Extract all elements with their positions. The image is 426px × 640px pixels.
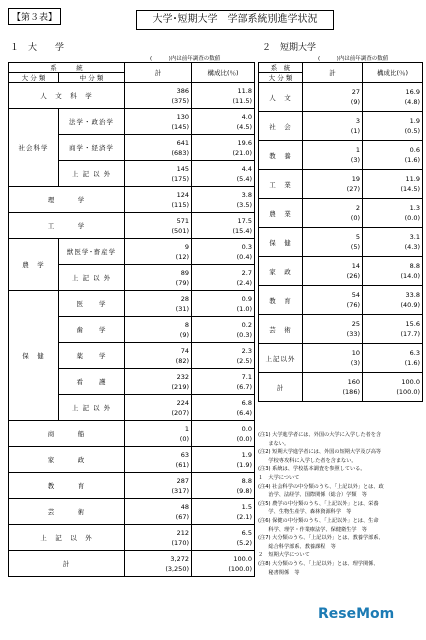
count-cell-previous: (3,250): [165, 564, 189, 573]
ratio-cell-current: 3.8: [241, 190, 252, 199]
ratio-cell-current: 100.0: [233, 554, 252, 563]
table-row: [9, 213, 255, 239]
ratio-cell-current: 1.9: [241, 450, 252, 459]
count-cell-current: 145: [176, 164, 189, 173]
ratio-cell-current: 16.9: [405, 88, 420, 96]
count-cell-previous: (33): [346, 330, 360, 338]
footnote-line: 学校専攻科に入学した者を含まない。: [258, 457, 357, 464]
ratio-cell: [192, 239, 255, 265]
count-cell-previous: (82): [175, 356, 189, 365]
page-title: 大学･短期大学 学部系統別進学状況: [136, 10, 334, 30]
count-cell: [303, 83, 363, 112]
minor-category: 医 学: [59, 291, 125, 317]
count-cell: [303, 344, 363, 373]
ratio-cell-current: 0.9: [241, 294, 252, 303]
ratio-cell: [192, 551, 255, 577]
minor-category: 上 記 以 外: [59, 395, 125, 421]
table-row: [259, 344, 423, 373]
ratio-cell-previous: (0.0): [404, 214, 420, 222]
count-cell-current: 54: [351, 291, 360, 299]
footnote-line: ２ 短期大学について: [258, 552, 310, 559]
count-cell-previous: (219): [171, 382, 189, 391]
table-row: [259, 228, 423, 257]
minor-category: 薬 学: [59, 343, 125, 369]
ratio-cell-previous: (0.0): [236, 434, 252, 443]
count-cell-current: 48: [180, 502, 189, 511]
count-cell-current: 89: [180, 268, 189, 277]
count-cell-previous: (9): [179, 330, 189, 339]
ratio-cell-current: 8.8: [241, 476, 252, 485]
count-cell-previous: (207): [171, 408, 189, 417]
ratio-cell-current: 0.0: [241, 424, 252, 433]
count-cell-current: 224: [176, 398, 189, 407]
ratio-cell-current: 100.0: [401, 378, 420, 386]
ratio-cell-previous: (3.5): [236, 200, 252, 209]
count-cell: [125, 369, 192, 395]
count-cell-current: 571: [176, 216, 189, 225]
count-cell-current: 25: [351, 320, 360, 328]
count-cell-current: 124: [176, 190, 189, 199]
count-cell-previous: (175): [171, 174, 189, 183]
ratio-cell-previous: (14.5): [400, 185, 420, 193]
count-cell-current: 8: [184, 320, 189, 329]
ratio-cell-current: 1.3: [409, 204, 420, 212]
ratio-cell-previous: (5.2): [236, 538, 252, 547]
ratio-cell-current: 7.1: [241, 372, 252, 381]
count-cell: [125, 343, 192, 369]
count-cell-current: 19: [351, 175, 360, 183]
count-cell-current: 3,272: [170, 554, 189, 563]
footnote-line: (注6) 保健の中分類のうち、「上記以外」とは、生命: [258, 517, 379, 524]
table-row: [9, 187, 255, 213]
count-cell-previous: (501): [171, 226, 189, 235]
ratio-cell: [363, 141, 423, 170]
ratio-cell-previous: (40.9): [400, 301, 420, 309]
table-row: [9, 473, 255, 499]
count-cell-current: 212: [176, 528, 189, 537]
ratio-cell-previous: (4.8): [404, 98, 420, 106]
major-category: 教 育: [259, 286, 303, 315]
table-row: [9, 421, 255, 447]
major-category: 芸 術: [259, 315, 303, 344]
univ-header-field: 系 統: [9, 63, 125, 73]
ratio-cell: [363, 112, 423, 141]
ratio-cell-previous: (100.0): [228, 564, 252, 573]
count-cell-current: 287: [176, 476, 189, 485]
major-category: 工 業: [259, 170, 303, 199]
total-label: 計: [259, 373, 303, 402]
count-cell-previous: (186): [342, 388, 360, 396]
footnote-line: (注5) 農学の中分類のうち、「上記以外」とは、栄養: [258, 500, 379, 507]
count-cell: [125, 317, 192, 343]
major-category: 人 文: [259, 83, 303, 112]
ratio-cell-current: 2.3: [241, 346, 252, 355]
ratio-cell: [192, 473, 255, 499]
table-row: [259, 315, 423, 344]
ratio-cell-current: 6.8: [241, 398, 252, 407]
univ-heading: １ 大 学: [10, 43, 65, 53]
ratio-cell-previous: (9.8): [236, 486, 252, 495]
count-cell: [125, 421, 192, 447]
ratio-cell-previous: (1.0): [236, 304, 252, 313]
junior-header-field: 系 統: [259, 63, 303, 73]
minor-category: 商学・経済学: [59, 135, 125, 161]
count-cell-current: 3: [355, 117, 360, 125]
minor-category: 上 記 以 外: [59, 265, 125, 291]
major-category: 社 会: [259, 112, 303, 141]
major-category: 芸 術: [9, 499, 125, 525]
footnotes: [258, 431, 422, 577]
ratio-cell-current: 19.6: [237, 138, 252, 147]
ratio-cell: [363, 199, 423, 228]
ratio-cell-previous: (2.5): [236, 356, 252, 365]
ratio-cell-previous: (2.1): [236, 512, 252, 521]
minor-category: 看 護: [59, 369, 125, 395]
count-cell-previous: (76): [346, 301, 360, 309]
count-cell: [303, 141, 363, 170]
ratio-cell-current: 0.3: [241, 242, 252, 251]
count-cell-previous: (27): [346, 185, 360, 193]
count-cell-current: 5: [355, 233, 360, 241]
table-row: [259, 83, 423, 112]
table-row: [9, 525, 255, 551]
ratio-cell-current: 0.2: [241, 320, 252, 329]
junior-table: [258, 62, 423, 402]
major-category: 家 政: [259, 257, 303, 286]
ratio-cell: [192, 161, 255, 187]
ratio-cell: [192, 265, 255, 291]
ratio-cell-current: 1.9: [409, 117, 420, 125]
ratio-cell-previous: (11.5): [232, 96, 252, 105]
footnote-line: (注3) 系統は、学校基本調査を参照している。: [258, 466, 366, 473]
ratio-cell: [192, 447, 255, 473]
ratio-cell: [192, 421, 255, 447]
count-cell: [125, 135, 192, 161]
ratio-cell-previous: (6.4): [236, 408, 252, 417]
junior-header-major: 大 分 類: [259, 73, 303, 83]
count-cell-previous: (0): [350, 214, 360, 222]
count-cell: [125, 109, 192, 135]
ratio-cell-previous: (2.4): [236, 278, 252, 287]
ratio-cell: [192, 213, 255, 239]
major-category: 社会科学: [9, 109, 59, 187]
total-label: 計: [9, 551, 125, 577]
junior-heading: ２ 短期大学: [262, 43, 317, 53]
ratio-cell: [192, 499, 255, 525]
count-cell-previous: (67): [175, 512, 189, 521]
count-cell: [125, 291, 192, 317]
footnote-line: (注4) 社会科学の中分類のうち、「上記以外」とは、政: [258, 483, 384, 490]
ratio-cell: [192, 317, 255, 343]
ratio-cell-previous: (14.0): [400, 272, 420, 280]
major-category: 教 育: [9, 473, 125, 499]
junior-header-ratio: 構成比(％): [363, 63, 423, 83]
major-category: 工 学: [9, 213, 125, 239]
count-cell-current: 63: [180, 450, 189, 459]
table-row: [259, 170, 423, 199]
count-cell-previous: (317): [171, 486, 189, 495]
ratio-cell-previous: (0.5): [404, 127, 420, 135]
ratio-cell-previous: (6.7): [236, 382, 252, 391]
count-cell-previous: (170): [171, 538, 189, 547]
count-cell-previous: (375): [171, 96, 189, 105]
count-cell-previous: (145): [171, 122, 189, 131]
footnote-line: まない。: [258, 440, 290, 447]
count-cell-previous: (79): [175, 278, 189, 287]
ratio-cell-previous: (1.9): [236, 460, 252, 469]
major-category: 保 健: [259, 228, 303, 257]
ratio-cell: [192, 395, 255, 421]
footnote-line: 総合科学部系、教養課程 等: [258, 543, 336, 550]
count-cell-previous: (3): [350, 359, 360, 367]
count-cell-previous: (31): [175, 304, 189, 313]
univ-header-total: 計: [125, 63, 192, 83]
major-category: 家 政: [9, 447, 125, 473]
ratio-cell: [363, 170, 423, 199]
minor-category: 獣医学･畜産学: [59, 239, 125, 265]
footnote-line: 学、生物生産学、森林資源科学 等: [258, 509, 352, 516]
count-cell-current: 641: [176, 138, 189, 147]
count-cell-current: 232: [176, 372, 189, 381]
table-row: [9, 499, 255, 525]
count-cell-current: 28: [180, 294, 189, 303]
ratio-cell-previous: (1.6): [404, 156, 420, 164]
count-cell-current: 14: [351, 262, 360, 270]
ratio-cell-current: 6.5: [241, 528, 252, 537]
table-number-tag: 【第３表】: [8, 8, 61, 25]
ratio-cell: [363, 344, 423, 373]
footnote-line: (注7) 大分類のうち、「上記以外」とは、教養学部系、: [258, 535, 384, 542]
count-cell-previous: (61): [175, 460, 189, 469]
table-row: [259, 199, 423, 228]
major-category: 保 健: [9, 291, 59, 421]
univ-note: ( )内は前年調査の数値: [150, 56, 221, 62]
count-cell: [125, 499, 192, 525]
ratio-cell: [192, 291, 255, 317]
major-category: 上記以外: [259, 344, 303, 373]
ratio-cell: [363, 257, 423, 286]
count-cell: [125, 265, 192, 291]
ratio-cell-previous: (4.5): [236, 122, 252, 131]
count-cell: [125, 525, 192, 551]
ratio-cell-current: 11.8: [237, 86, 252, 95]
footnote-line: １ 大学について: [258, 474, 300, 481]
ratio-cell-current: 11.9: [405, 175, 420, 183]
count-cell: [303, 199, 363, 228]
count-cell: [303, 257, 363, 286]
ratio-cell: [192, 369, 255, 395]
ratio-cell-current: 4.0: [241, 112, 252, 121]
ratio-cell: [192, 83, 255, 109]
table-row: [259, 141, 423, 170]
count-cell: [125, 239, 192, 265]
footnote-line: (注2) 短期大学進学者には、外国の短期大学及び高等: [258, 449, 382, 456]
ratio-cell-previous: (15.4): [232, 226, 252, 235]
count-cell-current: 10: [351, 349, 360, 357]
count-cell-current: 386: [176, 86, 189, 95]
count-cell: [125, 395, 192, 421]
count-cell-previous: (12): [175, 252, 189, 261]
ratio-cell-previous: (21.0): [232, 148, 252, 157]
footnote-line: (注8) 大分類のうち、「上記以外」とは、理学関係、: [258, 560, 379, 567]
minor-category: 歯 学: [59, 317, 125, 343]
table-row: [259, 257, 423, 286]
ratio-cell: [192, 343, 255, 369]
ratio-cell-current: 6.3: [409, 349, 420, 357]
count-cell-previous: (26): [346, 272, 360, 280]
ratio-cell-previous: (5.4): [236, 174, 252, 183]
table-row: [9, 83, 255, 109]
table-row: [9, 109, 255, 135]
count-cell: [125, 447, 192, 473]
count-cell-previous: (115): [171, 200, 189, 209]
univ-header-major: 大 分 類: [9, 73, 59, 83]
total-row: [9, 551, 255, 577]
univ-table: [8, 62, 255, 577]
ratio-cell-previous: (17.7): [400, 330, 420, 338]
total-row: [259, 373, 423, 402]
ratio-cell: [363, 373, 423, 402]
ratio-cell-previous: (100.0): [396, 388, 420, 396]
count-cell-current: 1: [355, 146, 360, 154]
ratio-cell: [192, 525, 255, 551]
ratio-cell-previous: (0.4): [236, 252, 252, 261]
major-category: 商 船: [9, 421, 125, 447]
major-category: 理 学: [9, 187, 125, 213]
ratio-cell-current: 8.8: [409, 262, 420, 270]
count-cell-current: 130: [176, 112, 189, 121]
count-cell: [125, 187, 192, 213]
table-row: [9, 291, 255, 317]
major-category: 上 記 以 外: [9, 525, 125, 551]
count-cell-previous: (3): [350, 156, 360, 164]
ratio-cell: [192, 187, 255, 213]
footnote-line: 科学、理学・作業療法学、保健衛生学 等: [258, 526, 367, 533]
univ-header-ratio: 構成比(％): [192, 63, 255, 83]
table-row: [9, 447, 255, 473]
count-cell-current: 160: [347, 378, 360, 386]
minor-category: 法学・政治学: [59, 109, 125, 135]
ratio-cell-current: 0.6: [409, 146, 420, 154]
major-category: 教 養: [259, 141, 303, 170]
ratio-cell-previous: (1.6): [404, 359, 420, 367]
ratio-cell-current: 1.5: [241, 502, 252, 511]
univ-header-minor: 中 分 類: [59, 73, 125, 83]
table-row: [259, 112, 423, 141]
count-cell-previous: (9): [350, 98, 360, 106]
ratio-cell: [363, 228, 423, 257]
junior-note: ( )内は前年調査の数値: [318, 56, 389, 62]
ratio-cell: [363, 315, 423, 344]
count-cell: [303, 170, 363, 199]
ratio-cell: [363, 286, 423, 315]
count-cell-previous: (0): [179, 434, 189, 443]
ratio-cell-previous: (4.3): [404, 243, 420, 251]
ratio-cell-current: 33.8: [405, 291, 420, 299]
ratio-cell: [192, 135, 255, 161]
resemom-logo: ReseMom: [318, 606, 395, 622]
count-cell-current: 1: [184, 424, 189, 433]
count-cell: [303, 373, 363, 402]
footnote-line: 治学、法経学、国際関係（総合）学類 等: [258, 492, 367, 499]
count-cell-previous: (683): [171, 148, 189, 157]
major-category: 農 業: [259, 199, 303, 228]
count-cell: [125, 161, 192, 187]
major-category: 人 文 科 学: [9, 83, 125, 109]
ratio-cell-current: 2.7: [241, 268, 252, 277]
ratio-cell-current: 3.1: [409, 233, 420, 241]
count-cell: [303, 112, 363, 141]
count-cell-current: 74: [180, 346, 189, 355]
footnote-line: 秘書関係 等: [258, 569, 300, 576]
ratio-cell: [363, 83, 423, 112]
count-cell-previous: (1): [350, 127, 360, 135]
count-cell: [125, 83, 192, 109]
ratio-cell: [192, 109, 255, 135]
table-row: [259, 286, 423, 315]
table-row: [9, 239, 255, 265]
count-cell-current: 2: [355, 204, 360, 212]
minor-category: 上 記 以 外: [59, 161, 125, 187]
count-cell-current: 27: [351, 88, 360, 96]
junior-header-total: 計: [303, 63, 363, 83]
count-cell: [125, 551, 192, 577]
major-category: 農 学: [9, 239, 59, 291]
ratio-cell-current: 17.5: [237, 216, 252, 225]
count-cell: [303, 315, 363, 344]
count-cell-previous: (5): [350, 243, 360, 251]
ratio-cell-current: 15.6: [405, 320, 420, 328]
footnote-line: (注1) 大学進学者には、外国の大学に入学した者を含: [258, 432, 382, 438]
count-cell: [125, 213, 192, 239]
count-cell: [303, 286, 363, 315]
ratio-cell-current: 4.4: [241, 164, 252, 173]
count-cell: [303, 228, 363, 257]
count-cell: [125, 473, 192, 499]
count-cell-current: 9: [184, 242, 189, 251]
ratio-cell-previous: (0.3): [236, 330, 252, 339]
